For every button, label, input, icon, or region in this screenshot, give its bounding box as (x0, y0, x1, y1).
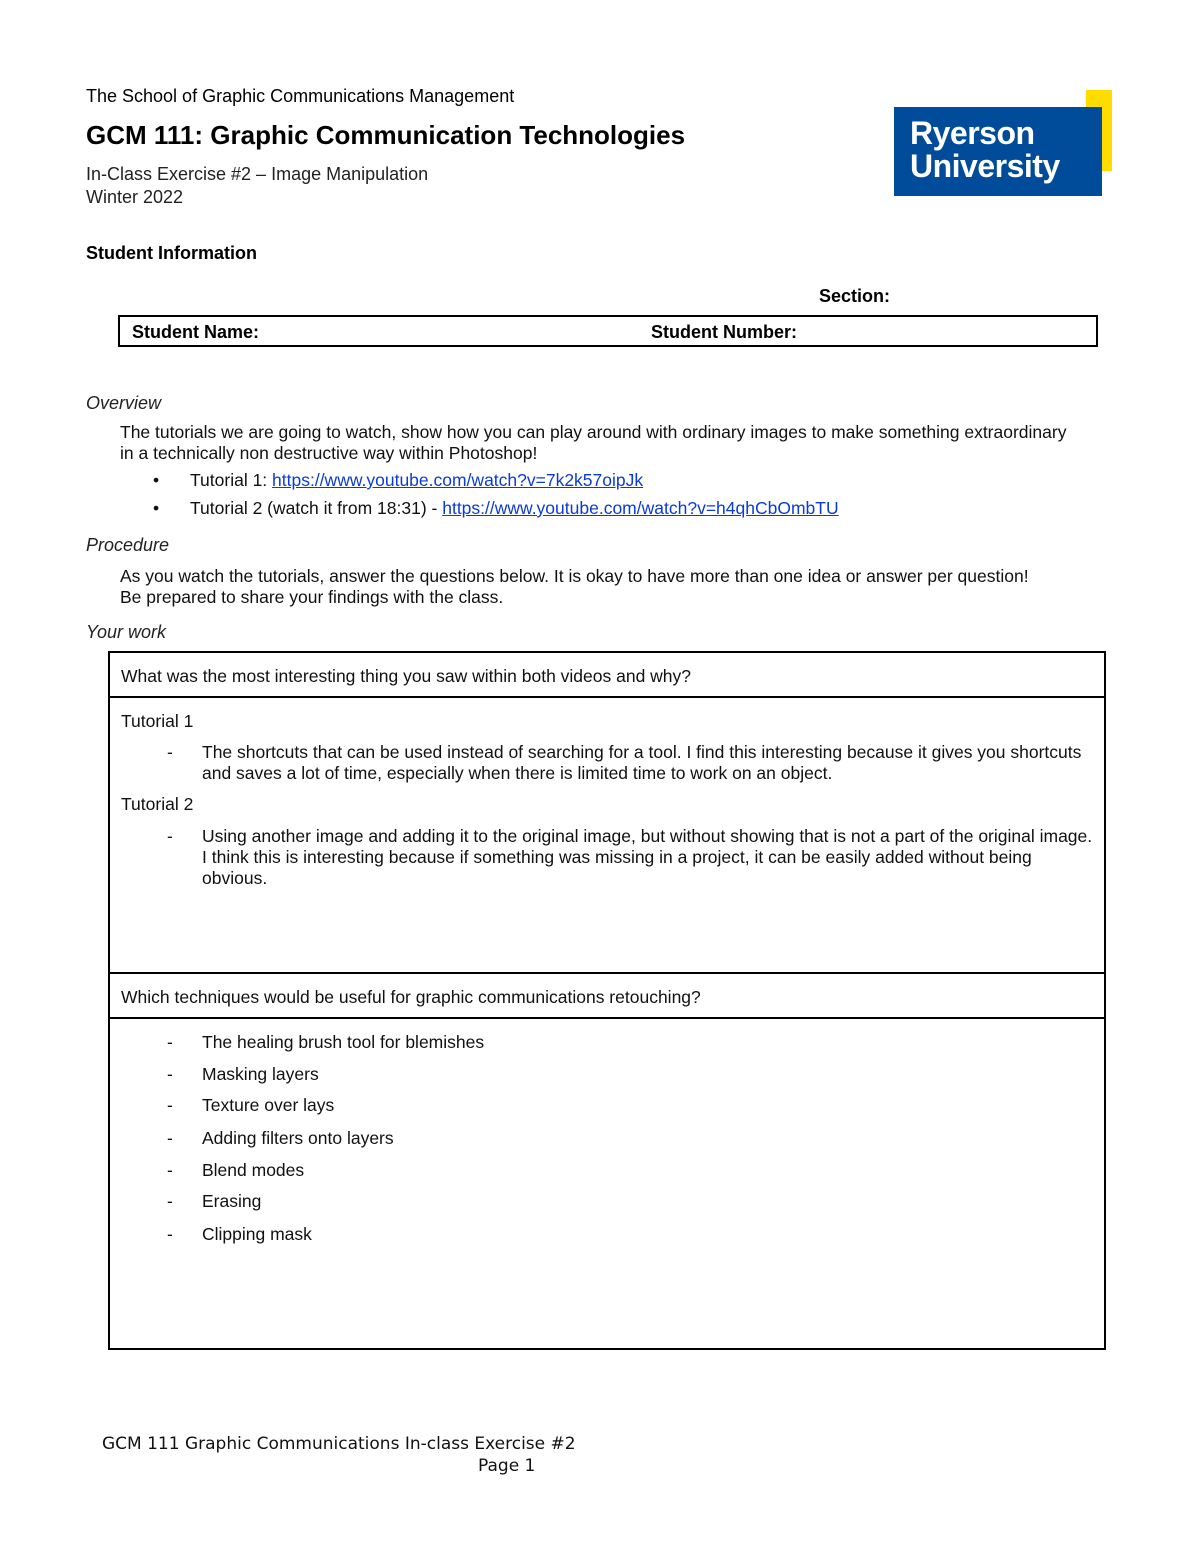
answer-line: Using another image and adding it to the original image, but without showing that is not a part of the original image. (202, 826, 1093, 846)
dash-icon: - (167, 1191, 173, 1211)
exercise-name: In-Class Exercise #2 – Image Manipulation (86, 164, 429, 184)
overview-heading: Overview (86, 393, 162, 413)
overview-text (120, 422, 1066, 464)
answer-line: obvious. (202, 868, 268, 888)
procedure-text (120, 566, 1029, 608)
divider (110, 1017, 1104, 1019)
bullet-icon: • (153, 470, 160, 490)
tutorial-1-item (153, 470, 644, 491)
dash-icon: - (167, 742, 173, 762)
answer-line: and saves a lot of time, especially when there is limited time to work on an object. (202, 763, 833, 783)
term: Winter 2022 (86, 187, 184, 207)
overview-line-2: in a technically non destructive way within Photoshop! (120, 443, 538, 463)
divider (110, 696, 1104, 698)
bullet-icon: • (153, 498, 160, 518)
technique-item: Texture over lays (202, 1095, 335, 1115)
exercise-subtitle (86, 163, 428, 209)
procedure-line-1: As you watch the tutorials, answer the questions below. It is okay to have more than one idea or answer per question! (120, 566, 1029, 586)
tutorial-2-label: Tutorial 2 (watch it from 18:31) - (190, 498, 443, 518)
dash-icon: - (167, 1128, 173, 1148)
question-1: What was the most interesting thing you saw within both videos and why? (121, 666, 692, 686)
footer-text: GCM 111 Graphic Communications In-class Exercise #2 (102, 1434, 576, 1454)
technique-item: Clipping mask (202, 1224, 312, 1244)
answer-2-cell[interactable] (121, 1032, 1101, 1332)
overview-line-1: The tutorials we are going to watch, show how you can play around with ordinary images to make something extraordinary (120, 422, 1067, 442)
technique-item: The healing brush tool for blemishes (202, 1032, 485, 1052)
dash-icon: - (167, 1224, 173, 1244)
technique-item: Adding filters onto layers (202, 1128, 394, 1148)
technique-item: Erasing (202, 1191, 262, 1211)
student-number-field[interactable]: Student Number: (651, 322, 797, 342)
tutorial-1-answer-label: Tutorial 1 (121, 711, 194, 731)
tutorial-1-label: Tutorial 1: (190, 470, 273, 490)
dash-icon: - (167, 1095, 173, 1115)
dash-icon: - (167, 1032, 173, 1052)
logo-line-2: University (910, 148, 1060, 184)
student-name-field[interactable]: Student Name: (132, 322, 260, 342)
tutorial-2-answer-label: Tutorial 2 (121, 794, 194, 814)
work-table (108, 651, 1106, 1350)
tutorial-1-link[interactable]: https://www.youtube.com/watch?v=7k2k57oipJk (272, 470, 644, 490)
answer-line: The shortcuts that can be used instead of searching for a tool. I find this interesting because it gives you shortcuts (202, 742, 1082, 762)
your-work-heading: Your work (86, 622, 167, 642)
dash-icon: - (167, 826, 173, 846)
ryerson-logo (894, 90, 1114, 198)
divider (110, 972, 1104, 974)
technique-item: Masking layers (202, 1064, 319, 1084)
section-field[interactable]: Section: (819, 286, 891, 306)
dash-icon: - (167, 1064, 173, 1084)
answer-line: I think this is interesting because if something was missing in a project, it can be easily added without being (202, 847, 1032, 867)
procedure-heading: Procedure (86, 535, 170, 555)
dash-icon: - (167, 1160, 173, 1180)
tutorial-2-answer (202, 826, 1122, 889)
logo-text (910, 117, 1060, 183)
school-name: The School of Graphic Communications Management (86, 86, 515, 106)
procedure-line-2: Be prepared to share your findings with the class. (120, 587, 504, 607)
page-number: Page 1 (478, 1456, 536, 1476)
tutorial-2-link[interactable]: https://www.youtube.com/watch?v=h4qhCbOmbTU (442, 498, 839, 518)
course-title: GCM 111: Graphic Communication Technologies (86, 120, 686, 150)
question-2: Which techniques would be useful for graphic communications retouching? (121, 987, 701, 1007)
student-info-heading: Student Information (86, 243, 257, 263)
technique-item: Blend modes (202, 1160, 305, 1180)
answer-1-cell[interactable] (121, 711, 1101, 981)
tutorial-2-item (153, 498, 839, 519)
tutorial-1-answer (202, 742, 1081, 784)
student-info-box (118, 315, 1098, 347)
logo-line-1: Ryerson (910, 115, 1035, 151)
